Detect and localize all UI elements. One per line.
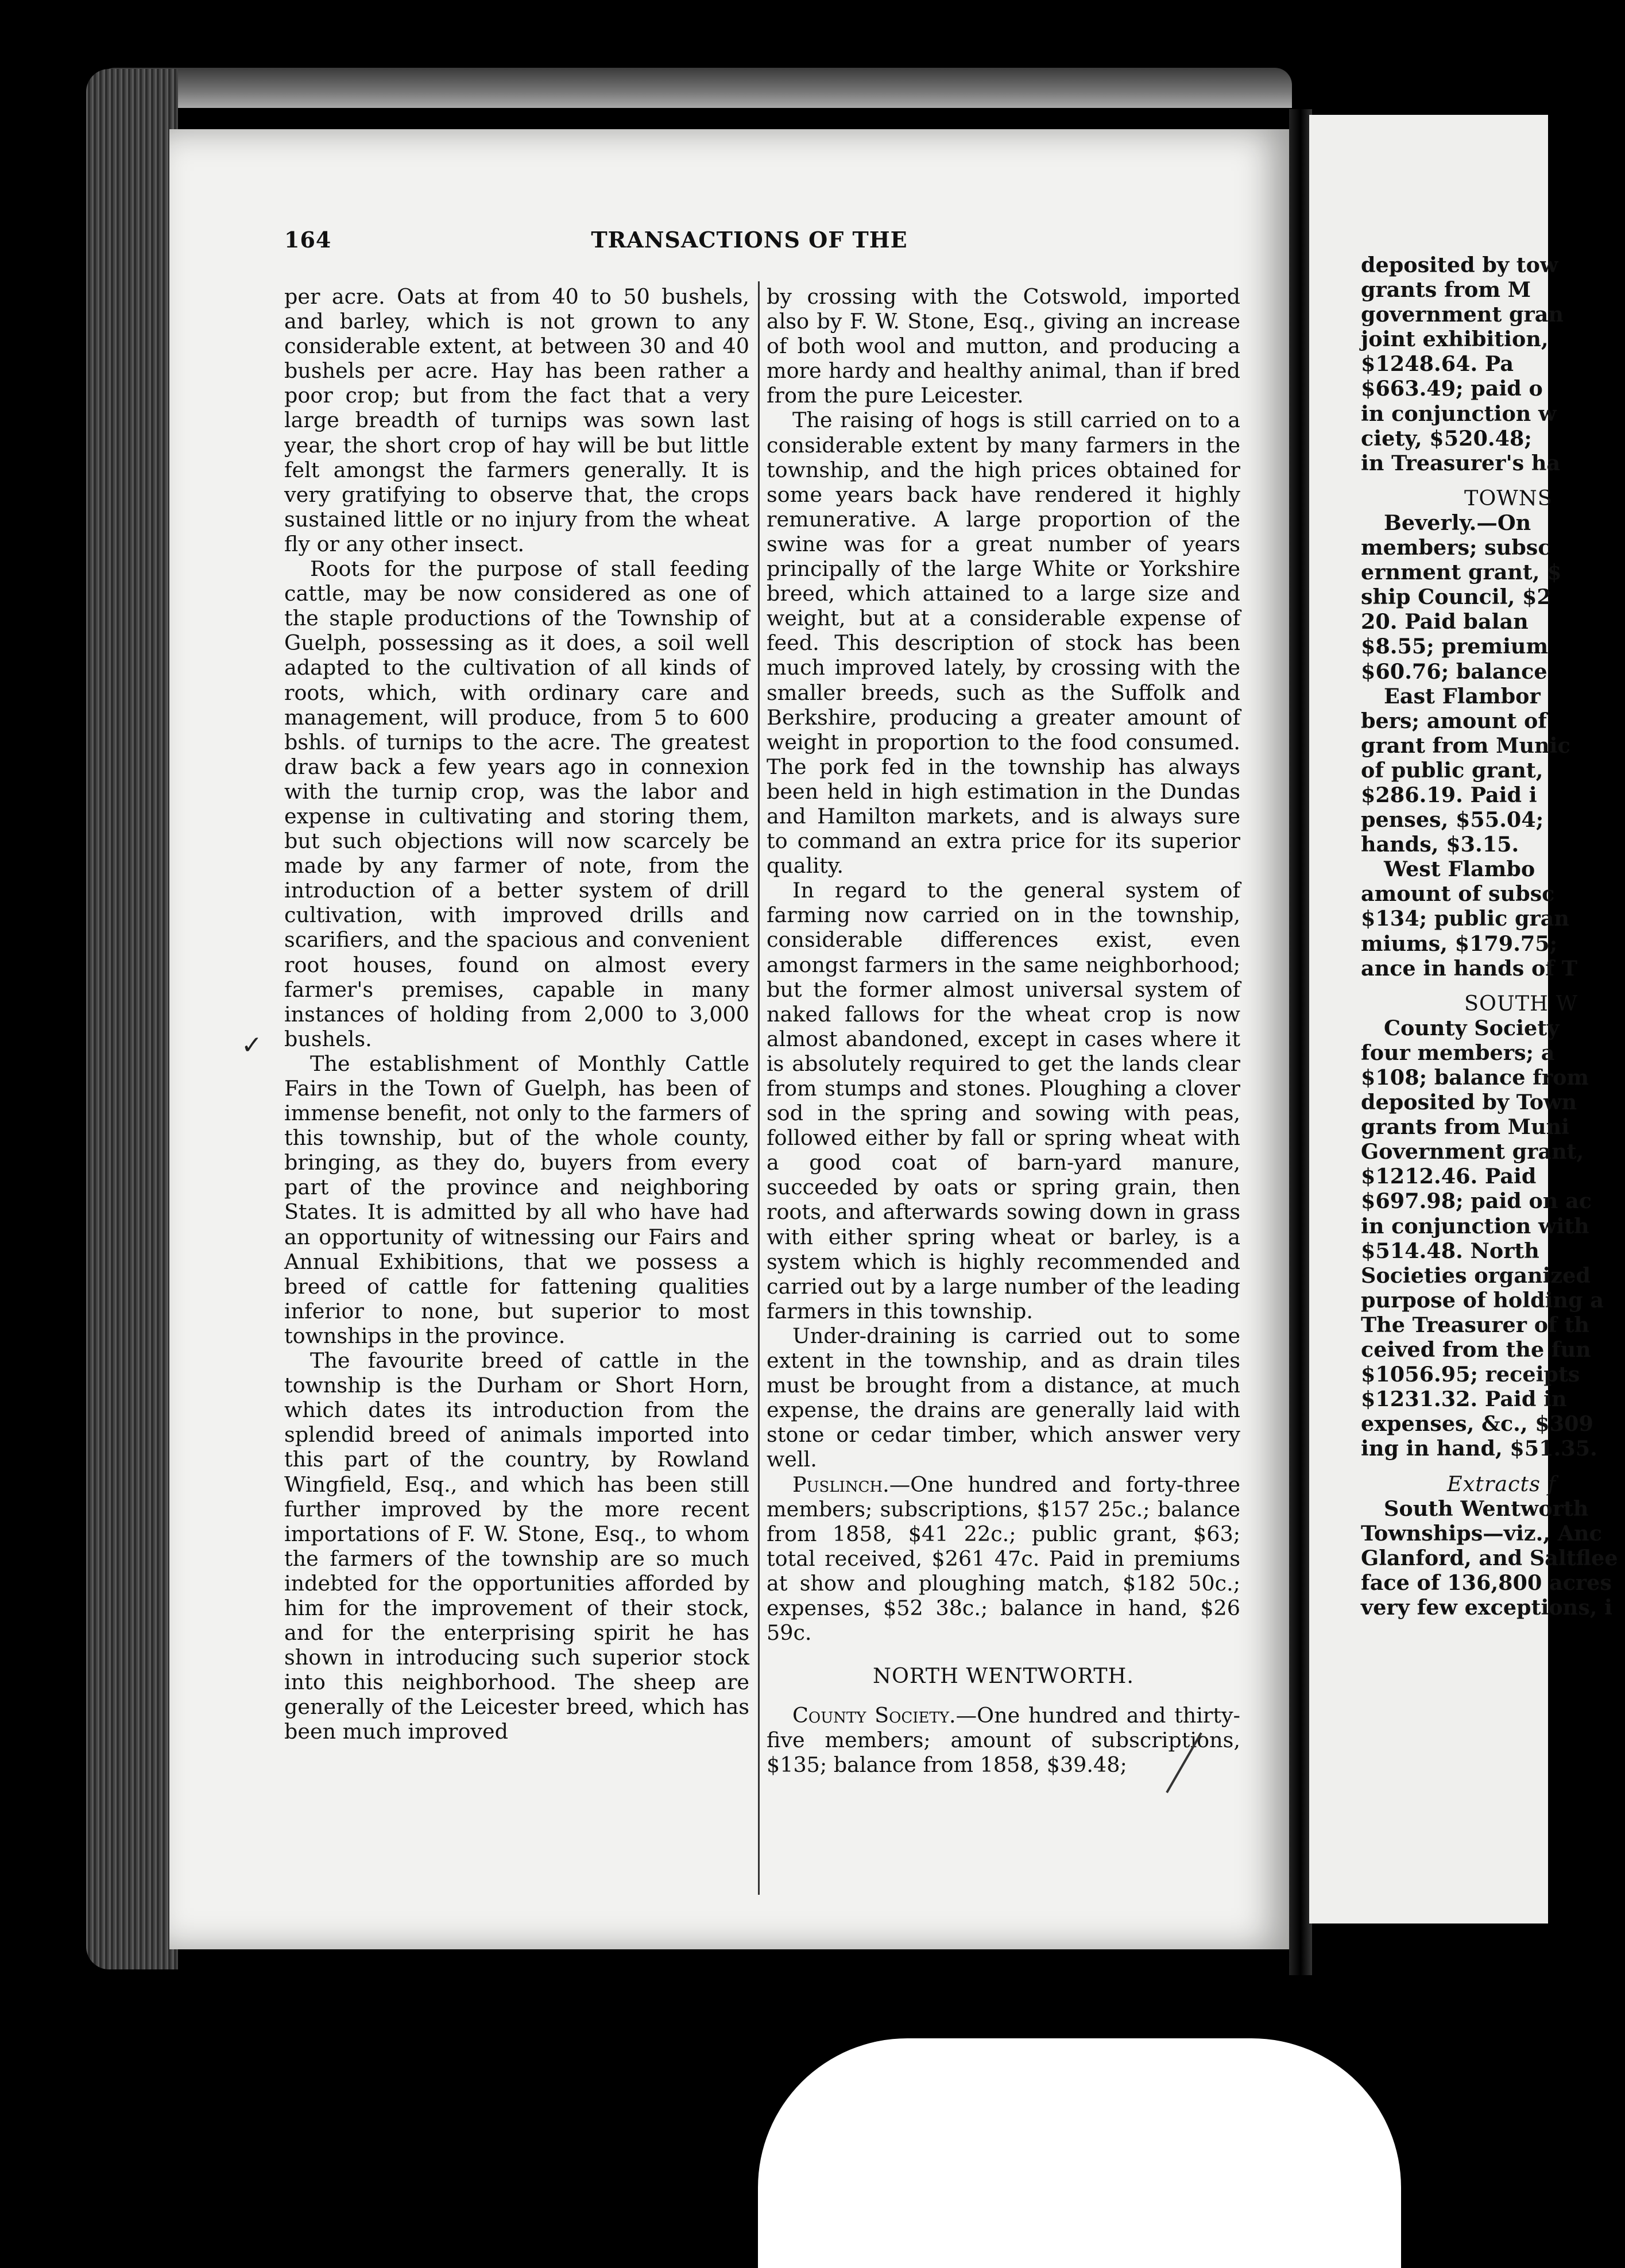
right-heading: TOWNS [1464, 485, 1553, 510]
right-line: $286.19. Paid i [1361, 782, 1537, 807]
right-line: face of 136,800 acres [1361, 1570, 1612, 1595]
right-line: in conjunction with [1361, 1213, 1589, 1239]
right-line: Government grant, [1361, 1139, 1584, 1164]
right-line: in Treasurer's ha [1361, 450, 1561, 475]
paragraph: The favourite breed of cattle in the township is the Durham or Short Horn, which dates its introduction from the splendid breed of animals imported into this part of the country, by Rowland Wingfield, Esq., and which has been still further improved by the more recent importations of F. W. Stone, Esq., to whom the farmers of the township are so much indebted for the opportunities afforded by him for the improvement of their stock, and for the enterprising spirit he has shown in introducing such superior stock into this neighborhood. The sheep are generally of the Leicester breed, which has been much improved [284, 1348, 749, 1744]
right-line: $1212.46. Paid [1361, 1164, 1537, 1189]
county-paragraph [767, 1703, 1240, 1777]
right-page-text [1361, 253, 1625, 1620]
right-line: purpose of holding a [1361, 1287, 1604, 1313]
right-line: ing in hand, $51.35. [1361, 1436, 1597, 1461]
right-line: grants from M [1361, 277, 1531, 303]
right-line: $1248.64. Pa [1361, 351, 1514, 377]
right-line: penses, $55.04; [1361, 807, 1544, 833]
right-line: The Treasurer of th [1361, 1312, 1589, 1337]
right-line: grant from Munic [1361, 733, 1570, 758]
right-line: government gran [1361, 302, 1564, 327]
running-head [284, 227, 1214, 261]
right-line: ciety, $520.48; [1361, 425, 1532, 451]
right-line: in conjunction w [1361, 401, 1557, 426]
right-line: four members; a [1361, 1040, 1555, 1065]
right-heading: SOUTH W [1464, 990, 1578, 1016]
right-line: Glanford, and Saltflee [1361, 1545, 1618, 1570]
right-line: $697.98; paid on ac [1361, 1189, 1592, 1214]
right-line: $663.49; paid o [1361, 376, 1543, 401]
county-text: .—One hundred and thirty-five members; amount of subscriptions, $135; balance from 1858, $39.48; [767, 1703, 1241, 1778]
paragraph: per acre. Oats at from 40 to 50 bushels, and barley, which is not grown to any considerable extent, at between 30 and 40 bushels per acre. Hay has been rather a poor crop; but from the fact that a very large breadth of turnips was sown last year, the short crop of hay will be but little felt amongst the farmers generally. It is very gratifying to observe that, the crops sustained little or no injury from the wheat fly or any other insect. [284, 284, 749, 556]
right-line: miums, $179.75; [1361, 931, 1558, 956]
right-line: deposited by Town [1361, 1090, 1577, 1115]
right-line: $8.55; premium [1361, 634, 1549, 659]
right-line: Beverly.—On [1384, 510, 1531, 535]
page-number: 164 [284, 227, 332, 253]
puslinch-label: Puslinch. [792, 1472, 889, 1497]
right-line: of public grant, [1361, 757, 1543, 783]
right-line: $514.48. North [1361, 1238, 1539, 1263]
right-line: $1231.32. Paid in [1361, 1387, 1567, 1412]
paragraph: Under-draining is carried out to some extent in the township, and as drain tiles must be brought from a distance, at much expense, the drains are generally laid with stone or cedar timber, which answer very well. [767, 1323, 1240, 1472]
puslinch-text: —One hundred and forty-three members; subscriptions, $157 25c.; balance from 1858, $41 22c.; public grant, $63; total received, $261 47c. Paid in premiums at show and ploughing match, $182 50c.; expenses, $52 38c.; balance in hand, $26 59c. [767, 1472, 1240, 1646]
book-gutter [1289, 109, 1312, 1975]
right-line: East Flambor [1384, 683, 1541, 709]
right-line: grants from Muni [1361, 1114, 1570, 1140]
right-line: ernment grant, $ [1361, 560, 1562, 585]
right-line: $108; balance from [1361, 1065, 1589, 1090]
paragraph: The raising of hogs is still carried on to a considerable extent by many farmers in the township, and the high prices obtained for some years back have rendered it highly remunerative. A large proportion of the swine was for a great number of years principally of the large White or Yorkshire breed, which attained to a large size and weight, but at a considerable expense of feed. This description of stock has been much improved lately, by crossing with the smaller breeds, such as the Suffolk and Berkshire, producing a greater amount of weight in proportion to the food consumed. The pork fed in the township has always been held in high estimation in the Dundas and Hamilton markets, and is always sure to command an extra price for its superior quality. [767, 408, 1240, 878]
right-line: members; subsc [1361, 535, 1551, 560]
right-heading: Extracts f [1447, 1471, 1557, 1496]
right-line: deposited by tow [1361, 253, 1558, 277]
column-divider [758, 281, 760, 1895]
right-line: joint exhibition, [1361, 327, 1549, 352]
right-line: bers; amount of [1361, 708, 1547, 733]
text-column-2 [767, 284, 1240, 1778]
book-top-edge [98, 68, 1292, 108]
right-line: ship Council, $2 [1361, 585, 1552, 610]
right-line: $1056.95; receipts [1361, 1362, 1580, 1387]
page-title: TRANSACTIONS OF THE [591, 227, 908, 253]
right-line: 20. Paid balan [1361, 609, 1529, 634]
right-line: expenses, &c., $309 [1361, 1411, 1593, 1437]
right-line: hands, $3.15. [1361, 832, 1519, 857]
paragraph: Roots for the purpose of stall feeding cattle, may be now considered as one of the staple productions of the Township of Guelph, possessing as it does, a soil well adapted to the cultivation of all kinds of roots, which, with ordinary care and management, will produce, from 5 to 600 bshls. of turnips to the acre. The greatest draw back a few years ago in connexion with the turnip crop, was the labor and expense in cultivating and storing them, but such objections will now scarcely be made by any farmer of note, from the introduction of a better system of drill cultivation, with improved drills and scarifiers, and the spacious and convenient root houses, found on almost every farmer's premises, capable in many instances of holding from 2,000 to 3,000 bushels. [284, 556, 749, 1051]
right-line: $60.76; balance [1361, 659, 1547, 684]
paragraph: by crossing with the Cotswold, imported also by F. W. Stone, Esq., giving an increase of both wool and mutton, and producing a more hardy and healthy animal, than if bred from the pure Leicester. [767, 284, 1240, 408]
scanner-glare [758, 2038, 1401, 2268]
text-column-1 [284, 284, 749, 1744]
right-line: Townships—viz., Anc [1361, 1520, 1602, 1546]
right-line: County Society [1384, 1015, 1560, 1040]
right-line: Societies organized [1361, 1263, 1591, 1288]
book-page-edges [86, 69, 178, 1969]
paragraph: The establishment of Monthly Cattle Fairs in the Town of Guelph, has been of immense benefit, not only to the farmers of this township, but of the whole county, bringing, as they do, buyers from every part of the province and neighboring States. It is admitted by all who have had an opportunity of witnessing our Fairs and Annual Exhibitions, that we possess a breed of cattle for fattening qualities inferior to none, but superior to most townships in the province. [284, 1051, 749, 1348]
right-line: $134; public gran [1361, 906, 1569, 931]
right-line: South Wentworth [1384, 1496, 1589, 1521]
right-line: very few exceptions, i [1361, 1594, 1613, 1620]
right-line: ance in hands of T [1361, 955, 1577, 981]
puslinch-paragraph [767, 1472, 1240, 1646]
county-label: County Society [792, 1703, 950, 1728]
right-line: amount of subsc [1361, 881, 1555, 907]
right-line: West Flambo [1384, 857, 1535, 882]
section-heading: NORTH WENTWORTH. [873, 1663, 1134, 1689]
margin-pencil-mark: ✓ [241, 1031, 262, 1060]
right-line: ceived from the fun [1361, 1337, 1591, 1363]
paragraph: In regard to the general system of farming now carried on in the township, considerable differences exist, even amongst farmers in the same neighborhood; but the former almost universal system of naked fallows for the wheat crop is now almost abandoned, except in cases where it is absolutely required to get the lands clear from stumps and stones. Ploughing a clover sod in the spring and sowing with peas, followed either by fall or spring wheat with a good coat of barn-yard manure, succeeded by oats or spring grain, then roots, and afterwards sowing down in grass with either spring wheat or barley, is a system which is highly recommended and carried out by a large number of the leading farmers in this township. [767, 878, 1240, 1323]
